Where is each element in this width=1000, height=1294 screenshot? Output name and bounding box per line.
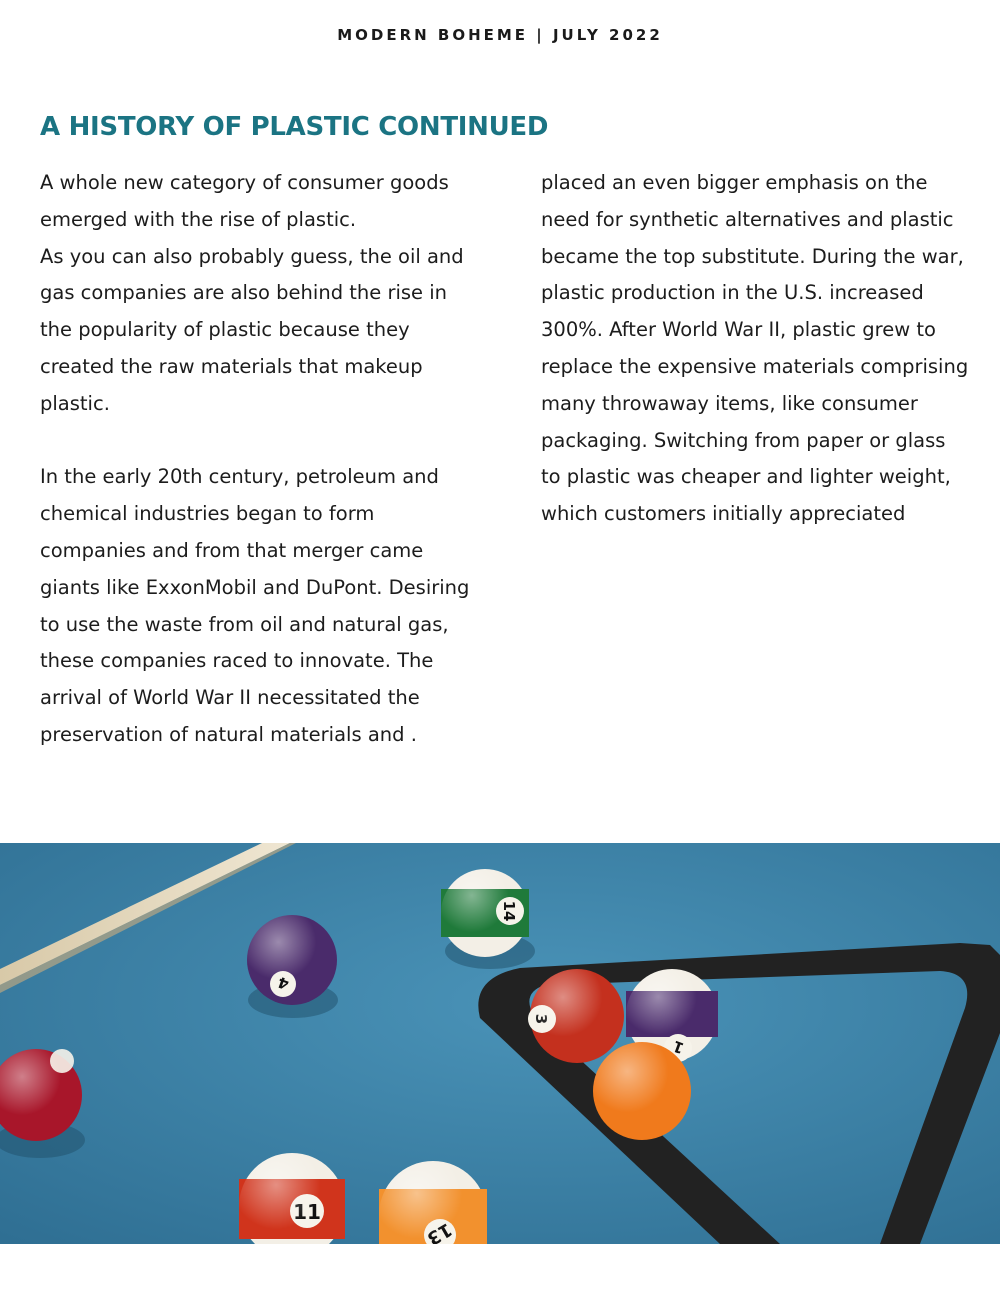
article-title: A HISTORY OF PLASTIC CONTINUED [40,112,549,142]
left-paragraph-1: A whole new category of consumer goods emerged with the rise of plastic. [40,171,449,231]
paragraph-gap [40,423,470,460]
ball-orange [593,1042,691,1140]
ball-14 [441,869,529,957]
left-paragraph-3: In the early 20th century, petroleum and chemical industries began to form companies and from that merger came giants like ExxonMobil and DuPont. Desiring to use the waste from oil and natural gas, these companies raced to innovate. The arrival of World War II necessitated the preservation of natural materials and . [40,465,470,746]
left-column [40,165,470,754]
right-column [541,165,971,533]
billiards-photo [0,843,1000,1244]
ball-4 [247,915,337,1005]
right-paragraph-1: placed an even bigger emphasis on the need for synthetic alternatives and plastic became the top substitute. During the war, plastic production in the U.S. increased 300%. After World War II, plastic grew to replace the expensive materials comprising many throwaway items, like consumer packaging. Switching from paper or glass to plastic was cheaper and lighter weight, which customers initially appreciated [541,171,969,526]
masthead: MODERN BOHEME | JULY 2022 [337,26,663,44]
left-paragraph-2: As you can also probably guess, the oil and gas companies are also behind the rise in the popularity of plastic because they created the raw materials that makeup plastic. [40,244,464,415]
